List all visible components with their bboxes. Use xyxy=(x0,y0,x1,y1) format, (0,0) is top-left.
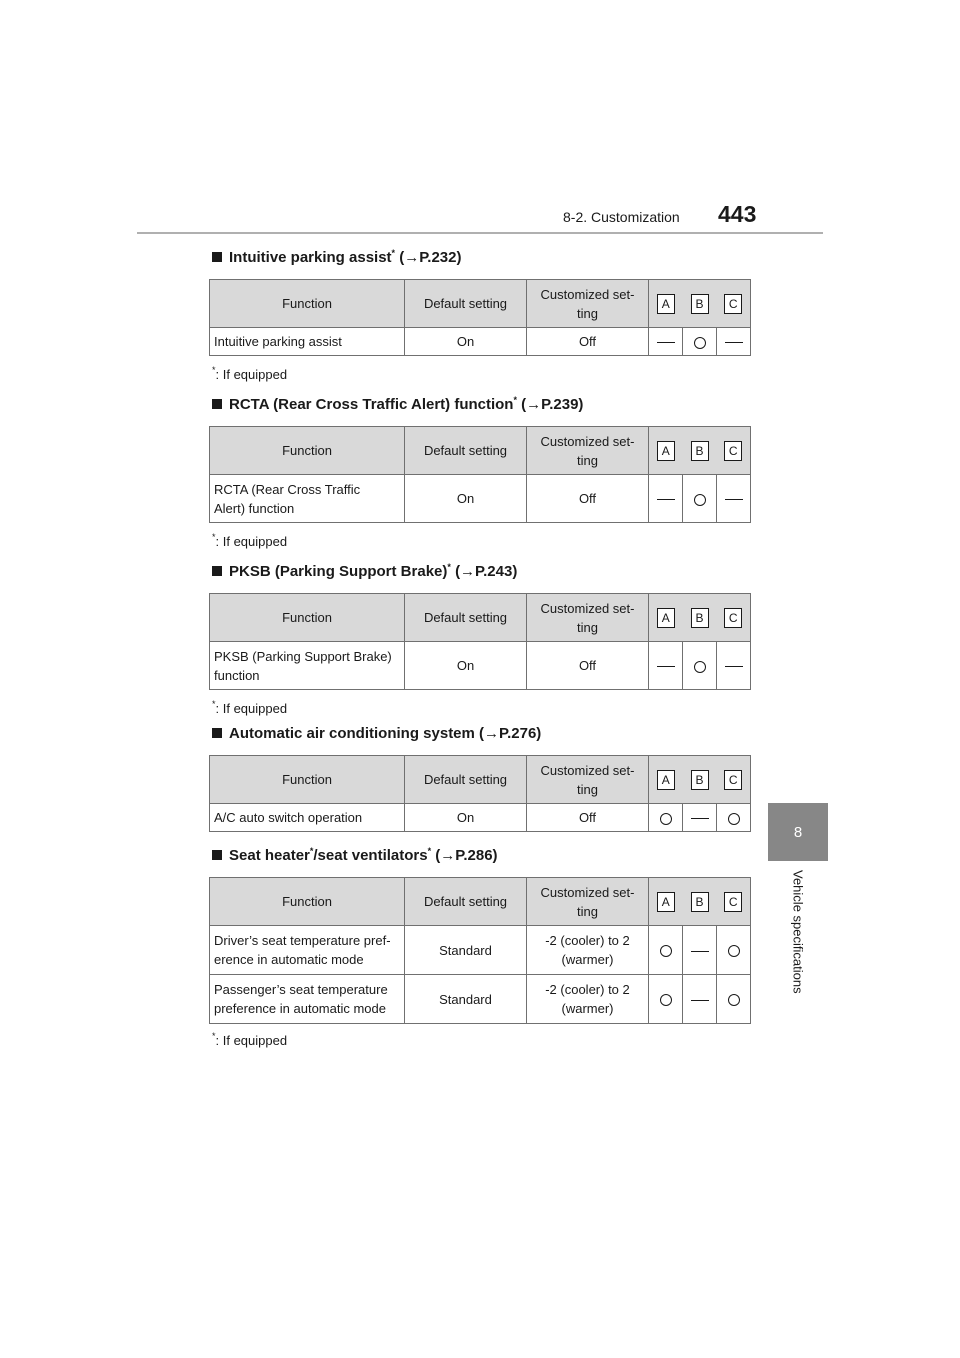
circle-icon xyxy=(660,945,672,957)
col-a: A xyxy=(649,878,683,926)
dash-icon xyxy=(657,666,675,667)
cell-function: Passenger’s seat temperature preference in automatic mode xyxy=(210,975,405,1024)
dash-icon xyxy=(691,951,709,952)
settings-table-pksb xyxy=(209,593,751,690)
circle-icon xyxy=(728,994,740,1006)
col-default: Default setting xyxy=(405,756,527,804)
settings-table-seat-heater xyxy=(209,877,751,1024)
cell-custom: Off xyxy=(527,642,649,690)
cell-a xyxy=(649,975,683,1024)
footnote: *: If equipped xyxy=(212,699,288,716)
chapter-tab[interactable] xyxy=(768,803,828,861)
table-header-row xyxy=(210,878,751,926)
col-default: Default setting xyxy=(405,280,527,328)
col-c: C xyxy=(717,427,751,475)
dash-icon xyxy=(725,342,743,343)
table-header-row xyxy=(210,280,751,328)
col-custom: Customized set- ting xyxy=(527,594,649,642)
col-c: C xyxy=(717,756,751,804)
bullet-square-icon xyxy=(212,399,222,409)
col-function: Function xyxy=(210,878,405,926)
col-b: B xyxy=(683,594,717,642)
col-function: Function xyxy=(210,280,405,328)
col-a: A xyxy=(649,427,683,475)
dash-icon xyxy=(691,1000,709,1001)
section-heading-air-conditioning: Automatic air conditioning system (→P.276) xyxy=(212,725,541,742)
section-heading-seat-heater: Seat heater*/seat ventilators* (→P.286) xyxy=(212,846,498,864)
settings-table-intuitive-parking xyxy=(209,279,751,356)
col-default: Default setting xyxy=(405,594,527,642)
cell-custom: Off xyxy=(527,475,649,523)
circle-icon xyxy=(728,813,740,825)
cell-c xyxy=(717,975,751,1024)
col-c: C xyxy=(717,594,751,642)
col-b: B xyxy=(683,427,717,475)
settings-table-air-conditioning xyxy=(209,755,751,832)
cell-b xyxy=(683,475,717,523)
table-row xyxy=(210,926,751,975)
header-rule xyxy=(137,232,823,234)
cell-a xyxy=(649,642,683,690)
cell-function: RCTA (Rear Cross Traffic Alert) function xyxy=(210,475,405,523)
cell-b xyxy=(683,975,717,1024)
col-a: A xyxy=(649,594,683,642)
table-header-row xyxy=(210,594,751,642)
cell-default: Standard xyxy=(405,926,527,975)
settings-table-rcta xyxy=(209,426,751,523)
col-default: Default setting xyxy=(405,878,527,926)
col-b: B xyxy=(683,280,717,328)
circle-icon xyxy=(694,661,706,673)
col-c: C xyxy=(717,878,751,926)
dash-icon xyxy=(657,342,675,343)
col-custom: Customized set- ting xyxy=(527,756,649,804)
cell-a xyxy=(649,804,683,832)
col-default: Default setting xyxy=(405,427,527,475)
footnote: *: If equipped xyxy=(212,365,288,382)
cell-c xyxy=(717,926,751,975)
table-row xyxy=(210,475,751,523)
col-function: Function xyxy=(210,594,405,642)
cell-c xyxy=(717,804,751,832)
col-custom: Customized set- ting xyxy=(527,427,649,475)
circle-icon xyxy=(660,994,672,1006)
circle-icon xyxy=(694,337,706,349)
cell-custom: -2 (cooler) to 2 (warmer) xyxy=(527,926,649,975)
cell-c xyxy=(717,475,751,523)
col-b: B xyxy=(683,756,717,804)
col-a: A xyxy=(649,280,683,328)
chapter-number: 8 xyxy=(793,823,803,841)
cell-function: Driver’s seat temperature pref- erence in automatic mode xyxy=(210,926,405,975)
table-row xyxy=(210,804,751,832)
col-custom: Customized set- ting xyxy=(527,878,649,926)
cell-default: On xyxy=(405,328,527,356)
section-heading-intuitive-parking: Intuitive parking assist* (→P.232) xyxy=(212,248,462,266)
cell-function: Intuitive parking assist xyxy=(210,328,405,356)
col-custom: Customized set- ting xyxy=(527,280,649,328)
footnote: *: If equipped xyxy=(212,1031,288,1048)
dash-icon xyxy=(725,666,743,667)
section-title: 8-2. Customization xyxy=(563,209,680,225)
circle-icon xyxy=(728,945,740,957)
section-heading-pksb: PKSB (Parking Support Brake)* (→P.243) xyxy=(212,562,517,580)
cell-a xyxy=(649,926,683,975)
cell-b xyxy=(683,328,717,356)
circle-icon xyxy=(660,813,672,825)
table-row xyxy=(210,328,751,356)
col-a: A xyxy=(649,756,683,804)
col-c: C xyxy=(717,280,751,328)
cell-default: On xyxy=(405,642,527,690)
cell-function: A/C auto switch operation xyxy=(210,804,405,832)
cell-a xyxy=(649,475,683,523)
cell-b xyxy=(683,642,717,690)
cell-custom: Off xyxy=(527,328,649,356)
table-header-row xyxy=(210,427,751,475)
page-number: 443 xyxy=(718,201,757,227)
bullet-square-icon xyxy=(212,728,222,738)
col-function: Function xyxy=(210,427,405,475)
cell-b xyxy=(683,804,717,832)
dash-icon xyxy=(691,818,709,819)
cell-b xyxy=(683,926,717,975)
cell-default: Standard xyxy=(405,975,527,1024)
col-b: B xyxy=(683,878,717,926)
cell-custom: Off xyxy=(527,804,649,832)
bullet-square-icon xyxy=(212,566,222,576)
cell-c xyxy=(717,642,751,690)
section-heading-rcta: RCTA (Rear Cross Traffic Alert) function* (→P.239) xyxy=(212,395,583,413)
dash-icon xyxy=(657,499,675,500)
table-row xyxy=(210,975,751,1024)
cell-default: On xyxy=(405,804,527,832)
cell-c xyxy=(717,328,751,356)
bullet-square-icon xyxy=(212,252,222,262)
bullet-square-icon xyxy=(212,850,222,860)
table-row xyxy=(210,642,751,690)
dash-icon xyxy=(725,499,743,500)
cell-default: On xyxy=(405,475,527,523)
cell-function: PKSB (Parking Support Brake) function xyxy=(210,642,405,690)
table-header-row xyxy=(210,756,751,804)
footnote: *: If equipped xyxy=(212,532,288,549)
col-function: Function xyxy=(210,756,405,804)
chapter-label: Vehicle specifications xyxy=(790,870,806,994)
cell-a xyxy=(649,328,683,356)
cell-custom: -2 (cooler) to 2 (warmer) xyxy=(527,975,649,1024)
circle-icon xyxy=(694,494,706,506)
